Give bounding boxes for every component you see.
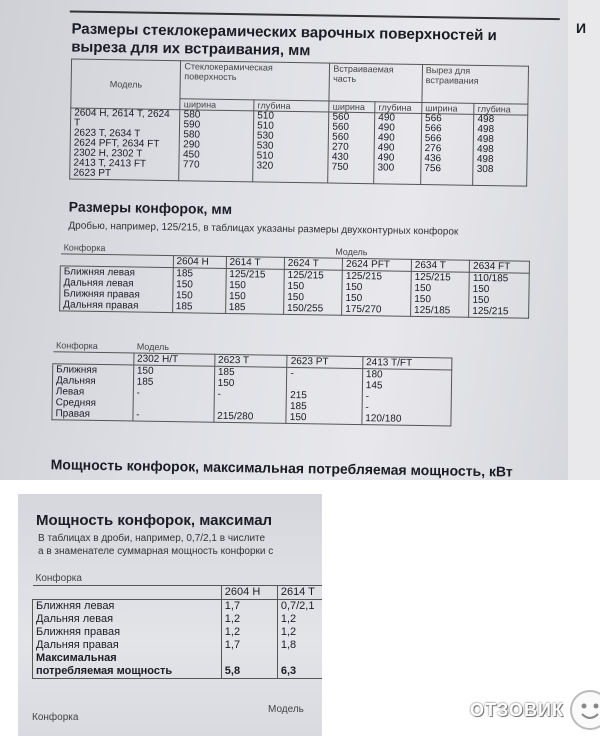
cell: 185 xyxy=(228,302,246,314)
cell: 150 xyxy=(228,291,246,303)
dims-table xyxy=(69,58,529,186)
burner-name: Средняя xyxy=(55,397,97,409)
cell: 490 xyxy=(377,142,395,154)
cell: 1,7 xyxy=(224,639,241,651)
cell: 436 xyxy=(424,153,442,165)
cell: 750 xyxy=(331,161,349,173)
burner-header: Конфорка xyxy=(55,340,98,351)
cell: 566 xyxy=(424,133,442,145)
burner-name: Дальняя xyxy=(55,375,96,387)
cell: - xyxy=(136,387,140,399)
dims-models-column xyxy=(70,108,181,181)
cell: 125/215 xyxy=(229,269,266,281)
cell: 450 xyxy=(182,149,200,161)
cell: 150 xyxy=(414,293,432,306)
cell: 150 xyxy=(289,411,307,424)
cell: 175/270 xyxy=(345,303,382,316)
dims-group-glass: Стеклокерамическая поверхность xyxy=(180,61,329,101)
dims-group-cutout: Вырез для встраивания xyxy=(422,65,529,105)
burner-names-column xyxy=(60,266,173,313)
burner-name: Ближняя левая xyxy=(63,266,136,279)
dims-glass-width-column xyxy=(179,110,254,182)
cell: 150 xyxy=(229,280,246,292)
dims-built-depth-column xyxy=(374,113,422,185)
cell: 150 xyxy=(472,283,490,296)
cell: - xyxy=(365,402,369,414)
cell: - xyxy=(365,391,370,403)
cell: 430 xyxy=(331,151,349,163)
cell: 498 xyxy=(477,133,494,146)
col-2623pt xyxy=(286,367,362,424)
next-table-burner-header: Конфорка xyxy=(32,712,79,723)
col-2413 xyxy=(362,369,452,426)
cell: 120/180 xyxy=(365,413,402,425)
power-note xyxy=(38,532,273,558)
burner-header: Конфорка xyxy=(35,573,82,584)
col-2604h xyxy=(172,268,226,314)
dims-subheader-width: ширина xyxy=(329,101,375,113)
burners-table-a xyxy=(59,242,530,318)
cell: 125/215 xyxy=(287,269,324,282)
dims-title: Размеры стеклокерамических варочных поверхностей и выреза для их встраивания, мм xyxy=(71,20,497,60)
burner-name: Ближняя правая xyxy=(63,288,140,301)
dims-model: 2413 T, 2413 FT xyxy=(73,157,147,170)
burner-name: Ближняя правая xyxy=(36,626,121,638)
cell: 530 xyxy=(256,140,274,152)
next-page-edge xyxy=(568,0,600,480)
cell: - xyxy=(290,367,294,380)
col-2604h xyxy=(221,600,277,679)
cell: 276 xyxy=(424,143,442,155)
model-col-header: 2614 T xyxy=(277,586,322,600)
max-power-value: 5,8 xyxy=(224,665,241,677)
power-table xyxy=(32,572,322,679)
page-photo-bottom xyxy=(18,494,322,736)
cell: 110/185 xyxy=(472,272,509,285)
next-page-letter: И xyxy=(576,20,587,36)
burner-name: Дальняя правая xyxy=(36,639,119,651)
burner-name: Левая xyxy=(55,386,85,398)
cell: 125/185 xyxy=(414,304,451,317)
cell: 580 xyxy=(183,129,201,141)
cell: 185 xyxy=(289,400,307,413)
cell: 150 xyxy=(175,290,193,302)
cell: 185 xyxy=(176,268,194,280)
cell: 185 xyxy=(217,366,235,379)
cell: 180 xyxy=(365,369,383,381)
cell: 150 xyxy=(472,294,490,307)
col-2624t xyxy=(283,269,342,315)
cell: 1,2 xyxy=(280,613,297,625)
model-col-header: 2604 H xyxy=(173,256,226,269)
cell: 560 xyxy=(332,121,350,133)
cell: 270 xyxy=(331,141,349,153)
dims-subheader-width: ширина xyxy=(180,99,254,111)
cell xyxy=(281,652,322,665)
burner-name: Дальняя правая xyxy=(63,299,139,312)
cell: 770 xyxy=(182,159,200,171)
cell: - xyxy=(136,409,140,421)
cell: 490 xyxy=(378,122,395,134)
model-col-header: 2604 H xyxy=(221,586,277,600)
dims-cut-depth-column xyxy=(473,114,528,186)
cell: 150 xyxy=(345,292,363,305)
dims-model: 2624 PFT, 2634 FT xyxy=(73,137,160,150)
cell: 150 xyxy=(287,280,305,293)
manual-page-sheet xyxy=(32,0,569,480)
cell: 0,7/2,1 xyxy=(280,600,315,612)
model-header: Модель xyxy=(136,341,170,353)
cell: 150 xyxy=(345,281,363,294)
watermark-text: ОТЗОВИК xyxy=(470,699,564,720)
model-col-header: 2623 PT xyxy=(287,355,363,368)
col-2634t xyxy=(410,271,469,317)
cell: 185 xyxy=(175,301,193,313)
otzovik-watermark xyxy=(470,690,600,730)
cell: 530 xyxy=(256,130,274,142)
cell: 125/215 xyxy=(414,271,451,284)
cell: 320 xyxy=(256,160,274,172)
dims-subheader-depth: глубина xyxy=(474,103,528,115)
blank-cell xyxy=(277,572,322,586)
dims-glass-depth-column xyxy=(253,111,329,183)
power-note-line: В таблицах в дроби, например, 0,7/2,1 в числите xyxy=(38,533,266,544)
cell: 580 xyxy=(183,109,201,121)
dims-subheader-width: ширина xyxy=(422,103,475,115)
dims-subheader-depth: глубина xyxy=(254,100,329,112)
cell: 150 xyxy=(414,282,432,295)
cell: 756 xyxy=(424,163,442,175)
dims-model-header: Модель xyxy=(71,59,181,110)
blank-cell xyxy=(221,572,277,586)
cell: 566 xyxy=(424,123,442,135)
model-header: Модель xyxy=(335,246,368,258)
cell: 510 xyxy=(257,120,274,132)
burner-name: Правая xyxy=(55,408,91,420)
cell: 185 xyxy=(136,376,154,388)
cell: 590 xyxy=(183,119,201,131)
cell: 300 xyxy=(377,162,395,174)
col-2302 xyxy=(133,365,215,422)
col-2623t xyxy=(214,366,288,423)
header-rule xyxy=(70,10,560,20)
power-title-crop: Мощность конфорок, максимал xyxy=(36,512,273,529)
cell: 510 xyxy=(257,110,275,122)
burners-title: Размеры конфорок, мм xyxy=(68,198,233,218)
dims-model: 2302 H, 2302 T xyxy=(73,147,143,160)
cell: 145 xyxy=(365,380,383,392)
cell: 1,7 xyxy=(224,600,241,612)
cell: 290 xyxy=(183,139,200,151)
cell: 560 xyxy=(332,111,350,123)
burner-header: Конфорка xyxy=(63,242,106,254)
burner-name: Дальняя левая xyxy=(63,277,134,290)
burner-name: Ближняя левая xyxy=(36,600,115,612)
cell: 490 xyxy=(378,112,396,124)
dims-model: 2623 PT xyxy=(73,167,112,180)
cell: 498 xyxy=(476,143,494,156)
model-col-header: 2634 FT xyxy=(469,260,529,273)
col-2624pft xyxy=(342,270,411,316)
cell: 150 xyxy=(176,279,193,291)
max-power-label: потребляемая мощность xyxy=(36,665,173,677)
max-power-label: Максимальная xyxy=(36,652,117,664)
cell: 215/280 xyxy=(217,410,254,423)
dims-model: 2604 H, 2614 T, 2624 T xyxy=(73,107,170,129)
col-2614t xyxy=(277,600,322,679)
cell: 566 xyxy=(425,113,442,125)
cell: 1,2 xyxy=(224,626,241,638)
cell: 1,2 xyxy=(280,626,297,638)
dims-group-built: Встраиваемая часть xyxy=(329,63,422,102)
blank-cell xyxy=(33,586,222,600)
smiley-icon xyxy=(570,690,600,730)
cell: 150 xyxy=(217,377,235,390)
model-col-header: 2302 H/T xyxy=(133,353,214,366)
cell: 498 xyxy=(477,113,495,126)
cell: 490 xyxy=(377,152,395,164)
cell: 490 xyxy=(377,132,395,144)
cell: 125/215 xyxy=(345,270,383,283)
dims-model: 2623 T, 2634 T xyxy=(73,127,141,140)
dims-cut-width-column xyxy=(421,114,475,186)
cell: 150 xyxy=(136,365,154,377)
model-col-header: 2624 PFT xyxy=(342,258,411,271)
cell: 560 xyxy=(332,131,349,143)
cell: 308 xyxy=(476,163,494,176)
burner-name: Дальняя левая xyxy=(36,613,114,625)
burners-note: Дробью, например, 125/215, в таблицах указаны размеры двухконтурных конфорок xyxy=(68,220,459,238)
dims-subheader-depth: глубина xyxy=(375,102,422,114)
next-table-model-header: Модель xyxy=(268,704,304,715)
model-col-header: 2634 T xyxy=(411,259,469,272)
cell: 215 xyxy=(290,389,307,402)
dims-built-width-column xyxy=(328,112,375,184)
cell: 1,8 xyxy=(280,639,297,651)
model-col-header: 2623 T xyxy=(214,354,287,367)
model-col-header: 2413 T/FT xyxy=(363,357,452,370)
cell: 150/255 xyxy=(286,302,324,315)
cell: 1,2 xyxy=(224,613,241,625)
burners-table-b xyxy=(51,340,452,426)
burner-names-column xyxy=(33,600,222,679)
col-2634ft xyxy=(469,272,530,318)
power-title: Мощность конфорок, максимальная потребляемая мощность, кВт xyxy=(50,456,513,480)
power-note-line: а в знаменателе суммарная мощность конфорки с xyxy=(38,546,274,557)
cell: 498 xyxy=(477,123,495,136)
cell: 498 xyxy=(476,153,494,166)
col-2614t xyxy=(225,268,284,314)
max-power-value: 6,3 xyxy=(280,665,297,677)
cell xyxy=(225,652,274,665)
burner-name: Ближняя xyxy=(56,364,98,376)
cell: - xyxy=(217,388,221,400)
cell: 510 xyxy=(256,150,274,162)
model-col-header: 2614 T xyxy=(226,256,284,269)
model-col-header: 2624 T xyxy=(284,257,342,270)
burner-names-column xyxy=(52,364,134,421)
cell: 150 xyxy=(287,291,305,304)
cell: 125/215 xyxy=(472,305,509,318)
